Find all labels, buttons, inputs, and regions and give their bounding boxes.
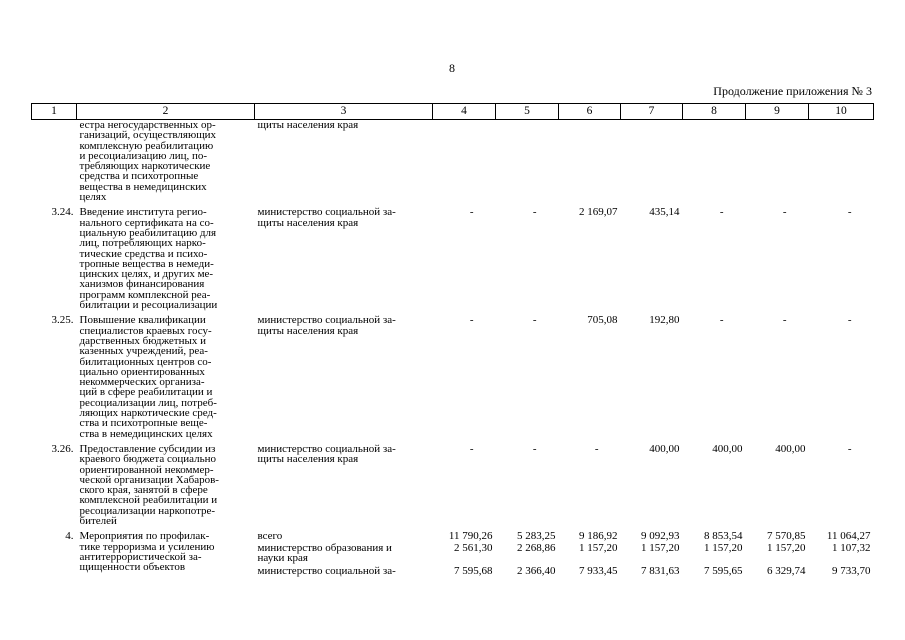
activity-name-line: средства и психотропные	[79, 170, 199, 183]
activity-name-line: ресоциализации наркопотре-	[79, 504, 216, 517]
value-col-4: -	[469, 206, 474, 219]
activity-name-line: ческой организации Хабаров-	[79, 473, 219, 486]
activity-name-line: комплексной реабилитации и	[79, 494, 218, 507]
activity-name-line: бителей	[79, 514, 117, 527]
activity-name	[77, 531, 255, 577]
column-header-9: 9	[746, 104, 809, 120]
row-number: 3.25.	[51, 314, 74, 327]
value-col-8: 400,00	[712, 442, 743, 455]
activity-name-line: тике терроризма и усилению	[79, 540, 215, 553]
table-body	[32, 120, 874, 578]
value-col-8	[683, 120, 746, 208]
activity-name-line: краевого бюджета социально	[79, 453, 217, 466]
activity-name	[77, 444, 255, 531]
value-col-7	[621, 120, 683, 208]
column-header-10: 10	[809, 104, 874, 120]
value-col-6: -	[594, 442, 599, 455]
value-col-6: 2 169,07	[579, 206, 618, 219]
row-number: 3.26.	[51, 442, 74, 455]
value-col-9: 1 157,20	[767, 541, 806, 554]
value-col-10	[809, 120, 874, 208]
value-col-5: 2 366,40	[517, 564, 556, 577]
activity-name-line: ства в немедицинских целях	[79, 427, 213, 440]
column-header-1: 1	[32, 104, 77, 120]
page-number: 8	[449, 61, 455, 75]
activity-name-line: вещества в немедицинских	[79, 180, 207, 193]
value-col-10: 9 733,70	[832, 564, 871, 577]
executor-line: щиты населения края	[257, 324, 359, 337]
value-col-4	[433, 120, 496, 208]
column-header-6: 6	[559, 104, 621, 120]
activity-name-line: естра негосударственных ор-	[79, 119, 216, 131]
executor-line: министерство социальной за-	[257, 564, 396, 577]
row-number: 4.	[65, 530, 74, 543]
executor-line: всего	[257, 530, 283, 543]
executor-line: министерство социальной за-	[257, 206, 396, 219]
value-col-9	[746, 120, 809, 208]
value-col-7: 9 092,93	[641, 530, 680, 543]
value-col-6: 705,08	[587, 314, 618, 327]
activity-name-line: программ комплексной реа-	[79, 288, 211, 301]
executor	[255, 120, 433, 208]
activity-name-line: целях	[79, 191, 107, 204]
row-number	[32, 120, 77, 208]
activity-name	[77, 315, 255, 444]
value-col-5: -	[532, 442, 537, 455]
value-col-9: -	[782, 206, 787, 219]
value-col-4: -	[469, 314, 474, 327]
executor-line: министерство социальной за-	[257, 442, 396, 455]
column-header-3: 3	[255, 104, 433, 120]
executor-line: щиты населения края	[257, 216, 359, 229]
table-row	[32, 120, 874, 208]
value-col-7: 7 831,63	[641, 564, 680, 577]
continuation-label: Продолжение приложения № 3	[713, 84, 872, 98]
program-table	[31, 103, 874, 577]
activity-name-line: Введение института регио-	[79, 206, 207, 219]
executor	[255, 444, 433, 531]
column-header-8: 8	[683, 104, 746, 120]
column-header-7: 7	[621, 104, 683, 120]
activity-name	[77, 207, 255, 315]
table-row	[32, 207, 874, 315]
value-col-4: 7 595,68	[454, 564, 493, 577]
column-header-2: 2	[77, 104, 255, 120]
executor-line: науки края	[257, 552, 308, 565]
activity-name-line: ций в сфере реабилитации и	[79, 386, 213, 399]
activity-name-line: ства и психотропные веще-	[79, 417, 208, 430]
value-col-8: 1 157,20	[704, 541, 743, 554]
column-number-row	[32, 104, 874, 120]
table-row	[32, 444, 874, 531]
value-col-7: 192,80	[649, 314, 680, 327]
activity-name-line: билитационных центров со-	[79, 355, 212, 368]
activity-name-line: ресоциализации лиц, потреб-	[79, 396, 217, 409]
activity-name-line: нального сертификата на со-	[79, 216, 214, 229]
value-col-5: 5 283,25	[517, 530, 556, 543]
value-col-4: -	[469, 442, 474, 455]
value-col-9: 7 570,85	[767, 530, 806, 543]
value-col-8: 7 595,65	[704, 564, 743, 577]
activity-name-line: Предоставление субсидии из	[79, 442, 216, 455]
value-col-7: 400,00	[649, 442, 680, 455]
value-col-9: -	[782, 314, 787, 327]
executor-line: щиты населения края	[257, 119, 359, 131]
column-header-5: 5	[496, 104, 559, 120]
executor	[255, 566, 433, 578]
row-number: 3.24.	[51, 206, 74, 219]
activity-name-line: комплексную реабилитацию	[79, 139, 214, 152]
table-row	[32, 315, 874, 444]
activity-name-line: тропные вещества в немеди-	[79, 257, 214, 270]
value-col-10: -	[847, 442, 852, 455]
activity-name-line: антитеррористической за-	[79, 550, 202, 563]
value-col-4: 2 561,30	[454, 541, 493, 554]
value-col-10: 11 064,27	[826, 530, 871, 543]
value-col-6: 7 933,45	[579, 564, 618, 577]
value-col-4: 11 790,26	[448, 530, 493, 543]
activity-name-line: цинских целях, и других ме-	[79, 268, 214, 281]
value-col-10: 1 107,32	[832, 541, 871, 554]
value-col-10: -	[847, 206, 852, 219]
activity-name-line: Мероприятия по профилак-	[79, 530, 210, 543]
table-row	[32, 531, 874, 543]
activity-name-line: ского края, занятой в сфере	[79, 484, 208, 497]
activity-name-line: циальную реабилитацию для	[79, 226, 217, 239]
value-col-5	[496, 120, 559, 208]
value-col-8: -	[719, 206, 724, 219]
activity-name-line: некоммерческих организа-	[79, 376, 205, 389]
executor-line: министерство образования и	[257, 541, 392, 554]
executor	[255, 543, 433, 566]
value-col-6: 1 157,20	[579, 541, 618, 554]
activity-name-line: дарственных бюджетных и	[79, 334, 207, 347]
executor-line: щиты населения края	[257, 453, 359, 466]
value-col-9: 6 329,74	[767, 564, 806, 577]
value-col-10: -	[847, 314, 852, 327]
value-col-8: -	[719, 314, 724, 327]
activity-name-line: и ресоциализацию лиц, по-	[79, 149, 208, 162]
value-col-5: 2 268,86	[517, 541, 556, 554]
activity-name-line: щищенности объектов	[79, 561, 186, 574]
value-col-8: 8 853,54	[704, 530, 743, 543]
activity-name-line: казенных учреждений, реа-	[79, 345, 208, 358]
activity-name-line: требляющих наркотические	[79, 160, 211, 173]
value-col-5: -	[532, 314, 537, 327]
activity-name	[77, 120, 255, 208]
row-spacer	[80, 572, 252, 577]
value-col-5: -	[532, 206, 537, 219]
activity-name-line: тические средства и психо-	[79, 247, 208, 260]
activity-name-line: билитации и ресоциализации	[79, 299, 218, 312]
value-col-7: 435,14	[649, 206, 680, 219]
activity-name-line: ляющих наркотические сред-	[79, 407, 217, 420]
activity-name-line: лиц, потребляющих нарко-	[79, 237, 206, 250]
column-header-4: 4	[433, 104, 496, 120]
executor	[255, 207, 433, 315]
value-col-6	[559, 120, 621, 208]
activity-name-line: циально ориентированных	[79, 365, 205, 378]
activity-name-line: ганизаций, осуществляющих	[79, 129, 217, 142]
executor	[255, 315, 433, 444]
value-col-7: 1 157,20	[641, 541, 680, 554]
activity-name-line: специалистов краевых госу-	[79, 324, 212, 337]
value-col-9: 400,00	[775, 442, 806, 455]
activity-name-line: ориентированной некоммер-	[79, 463, 214, 476]
value-col-6: 9 186,92	[579, 530, 618, 543]
activity-name-line: Повышение квалификации	[79, 314, 206, 327]
executor-line: министерство социальной за-	[257, 314, 396, 327]
activity-name-line: ханизмов финансирования	[79, 278, 205, 291]
